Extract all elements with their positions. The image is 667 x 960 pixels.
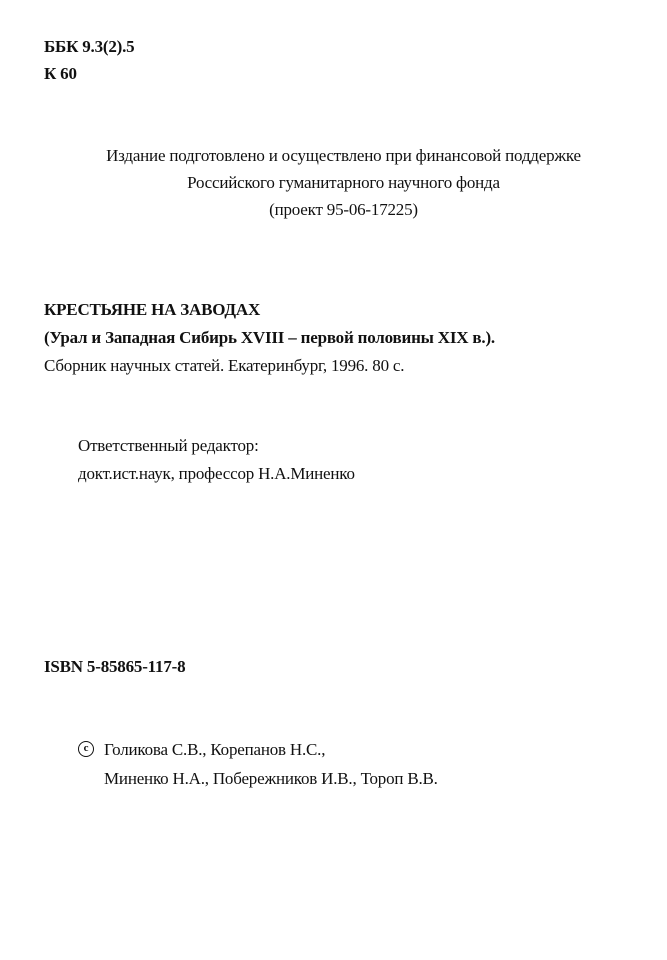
book-title: КРЕСТЬЯНЕ НА ЗАВОДАХ (44, 300, 261, 319)
bbk-code: ББК 9.3(2).5 (44, 37, 135, 56)
editor-label: Ответственный редактор: (78, 436, 259, 455)
copyright-icon: c (78, 741, 94, 757)
funding-line-3: (проект 95-06-17225) (269, 200, 418, 219)
book-imprint: Сборник научных статей. Екатеринбург, 1996. 80 с. (44, 356, 405, 375)
funding-line-1: Издание подготовлено и осуществлено при финансовой поддержке (106, 146, 581, 165)
author-mark: К 60 (44, 64, 77, 83)
editor-name: докт.ист.наук, профессор Н.А.Миненко (78, 464, 355, 483)
isbn: ISBN 5-85865-117-8 (44, 657, 186, 676)
book-subtitle: (Урал и Западная Сибирь XVIII – первой половины XIX в.). (44, 328, 495, 347)
funding-line-2: Российского гуманитарного научного фонда (187, 173, 500, 192)
copyright-line-2: Миненко Н.А., Побережников И.В., Тороп В.В. (104, 769, 438, 788)
copyright-line-1 (78, 739, 325, 761)
copyright-authors-1: Голикова С.В., Корепанов Н.С., (104, 740, 326, 759)
